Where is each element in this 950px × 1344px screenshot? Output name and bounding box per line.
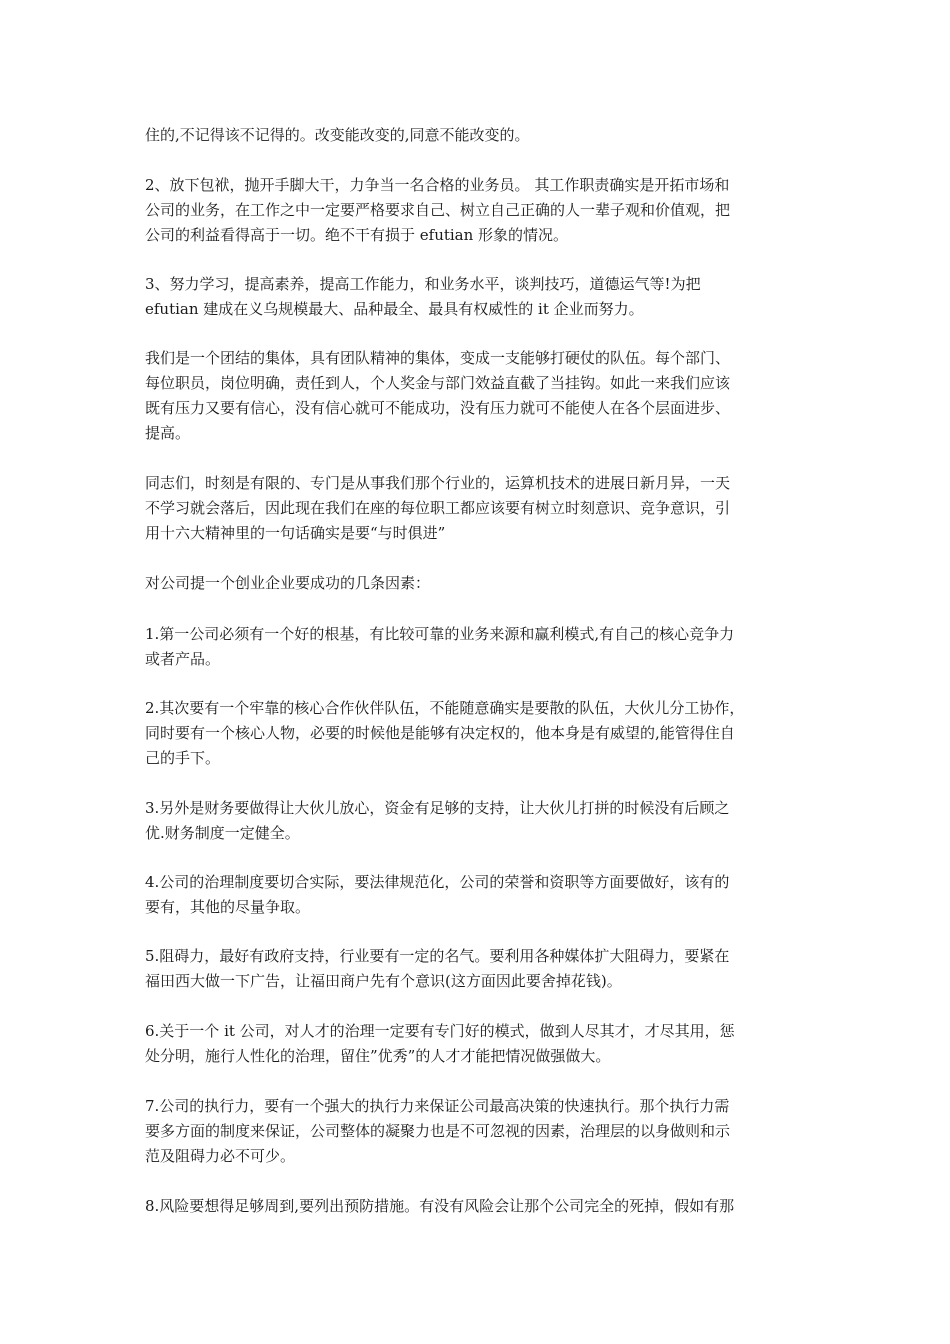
list-item-factor-7: 7.公司的执行力，要有一个强大的执行力来保证公司最高决策的快速执行。那个执行力需 要多方面的制度来保证，公司整体的凝聚力也是不可忽视的因素，治理层的以身做则和示 范及阻碍力必不可少。: [145, 1097, 731, 1165]
list-item-factor-2: 2.其次要有一个牢靠的核心合作伙伴队伍，不能随意确实是要散的队伍，大伙儿分工协作， 同时要有一个核心人物，必要的时候他是能够有决定权的，他本身是有威望的,能管得住自 己的手下。: [145, 699, 745, 767]
paragraph-team: 我们是一个团结的集体，具有团队精神的集体，变成一支能够打硬仗的队伍。每个部门、 每位职员，岗位明确，责任到人，个人奖金与部门效益直截了当挂钩。如此一来我们应该 既有压力又要有信心，没有信心就可不能成功，没有压力就可不能使人在各个层面进步、 提高。: [145, 349, 731, 442]
list-item-factor-1: 1.第一公司必须有一个好的根基，有比较可靠的业务来源和赢利模式,有自己的核心竞争力 或者产品。: [145, 625, 735, 668]
paragraph-comrades: 同志们，时刻是有限的、专门是从事我们那个行业的，运算机技术的进展日新月异，一天 不学习就会落后，因此现在我们在座的每位职工都应该要有树立时刻意识、竞争意识，引 用十六大精神里的一句话确实是要“与时俱进”: [145, 474, 731, 542]
list-item-factor-3: 3.另外是财务要做得让大伙儿放心，资金有足够的支持，让大伙儿打拼的时候没有后顾之 优.财务制度一定健全。: [145, 799, 730, 842]
list-item-factor-4: 4.公司的治理制度要切合实际，要法律规范化，公司的荣誉和资职等方面要做好，该有的 要有，其他的尽量争取。: [145, 873, 730, 916]
list-item-factor-5: 5.阻碍力，最好有政府支持，行业要有一定的名气。要利用各种媒体扩大阻碍力，要紧在 福田西大做一下广告，让福田商户先有个意识(这方面因此要舍掉花钱)。: [145, 947, 730, 990]
list-item-factor-6: 6.关于一个 it 公司，对人才的治理一定要有专门好的模式，做到人尽其才，才尽其用，惩 处分明，施行人性化的治理，留住”优秀”的人才才能把情况做强做大。: [145, 1022, 735, 1065]
paragraph-point-2: 2、放下包袱，抛开手脚大干，力争当一名合格的业务员。 其工作职责确实是开拓市场和 公司的业务，在工作之中一定要严格要求自己、树立自己正确的人一辈子观和价值观，把 公司的利益看得高于一切。绝不干有损于 efutian 形象的情况。: [145, 176, 731, 244]
paragraph-point-3: 3、努力学习，提高素养，提高工作能力，和业务水平，谈判技巧，道德运气等!为把 efutian 建成在义乌规模最大、品种最全、最具有权威性的 it 企业而努力。: [145, 275, 701, 318]
paragraph-factors-heading: 对公司提一个创业企业要成功的几条因素：: [145, 574, 431, 592]
list-item-factor-8: 8.风险要想得足够周到,要列出预防措施。有没有风险会让那个公司完全的死掉，假如有那: [145, 1197, 735, 1215]
paragraph-continued: 住的,不记得该不记得的。改变能改变的,同意不能改变的。: [145, 126, 530, 144]
